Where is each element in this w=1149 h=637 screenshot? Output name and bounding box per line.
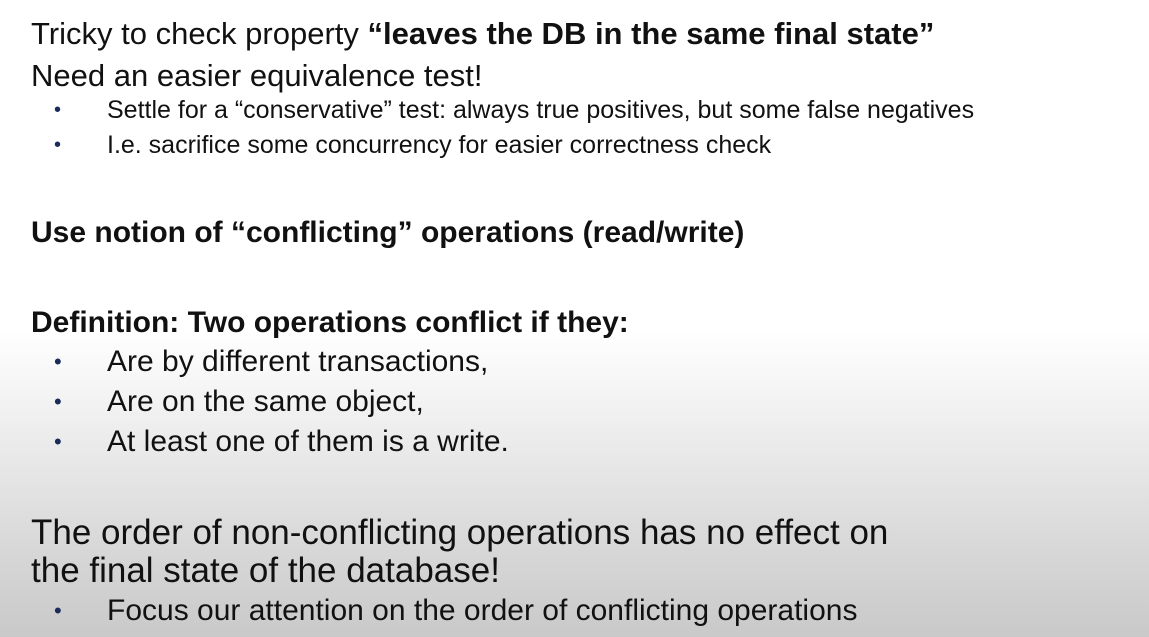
conclusion-line-1: The order of non-conflicting operations has no effect on xyxy=(31,513,889,552)
bullet-text: At least one of them is a write. xyxy=(107,425,509,458)
bullet-icon: • xyxy=(54,389,62,414)
bullet-icon: • xyxy=(54,598,62,623)
equivalence-test-line: Need an easier equivalence test! xyxy=(31,58,483,93)
bullet-icon: • xyxy=(54,134,62,156)
bullet-text: I.e. sacrifice some concurrency for easier correctness check xyxy=(107,131,772,159)
conclusion-line-2: the final state of the database! xyxy=(31,551,500,590)
bullet-text: Settle for a “conservative” test: always true positives, but some false negatives xyxy=(107,96,975,124)
bullet-text: Are on the same object, xyxy=(107,385,424,418)
intro-text: Tricky to check property xyxy=(31,16,368,51)
bullet-icon: • xyxy=(54,349,62,374)
definition-heading: Definition: Two operations conflict if they: xyxy=(31,306,629,339)
bullet-icon: • xyxy=(54,99,62,121)
intro-line xyxy=(31,18,934,49)
bullet-text: Focus our attention on the order of conflicting operations xyxy=(107,594,858,627)
intro-emphasis: “leaves the DB in the same final state” xyxy=(367,16,935,51)
bullet-text: Are by different transactions, xyxy=(107,345,489,378)
bullet-icon: • xyxy=(54,429,62,454)
conflicting-operations-heading: Use notion of “conflicting” operations (read/write) xyxy=(31,216,745,249)
